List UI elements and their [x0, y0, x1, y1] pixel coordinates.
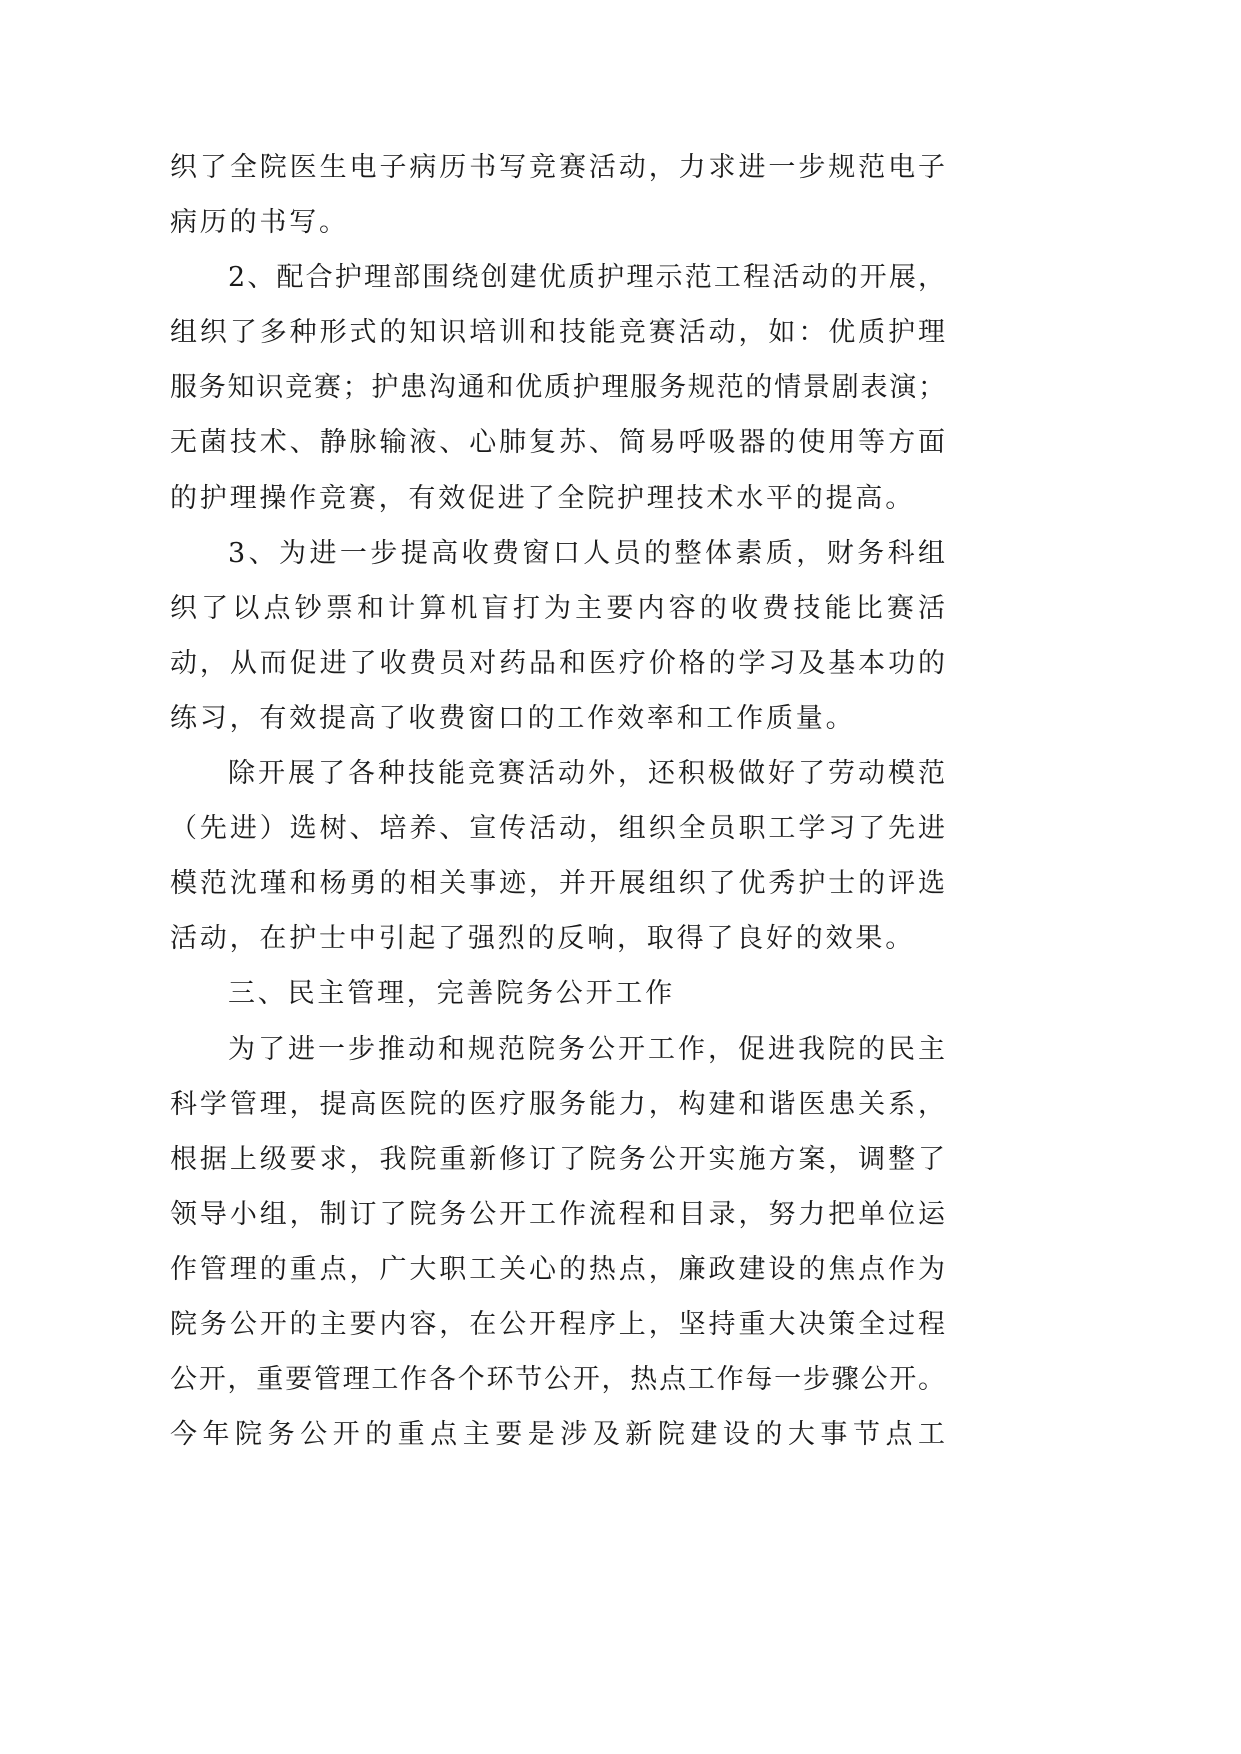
- section-heading: 三、民主管理，完善院务公开工作: [228, 978, 675, 1010]
- text-line: 除开展了各种技能竞赛活动外，还积极做好了劳动模范: [228, 758, 945, 790]
- text-line: 织了以点钞票和计算机盲打为主要内容的收费技能比赛活: [170, 592, 945, 624]
- text-line: 动，从而促进了收费员对药品和医疗价格的学习及基本功的: [170, 647, 945, 679]
- text-line: 为了进一步推动和规范院务公开工作，促进我院的民主: [228, 1033, 945, 1065]
- text-line: （先进）选树、培养、宣传活动，组织全员职工学习了先进: [170, 813, 945, 845]
- text-line: 公开，重要管理工作各个环节公开，热点工作每一步骤公开。: [170, 1364, 945, 1396]
- text-line: 2、配合护理部围绕创建优质护理示范工程活动的开展，: [228, 262, 945, 294]
- text-line: 的护理操作竞赛，有效促进了全院护理技术水平的提高。: [170, 482, 915, 514]
- text-line: 3、为进一步提高收费窗口人员的整体素质，财务科组: [228, 537, 945, 569]
- text-line: 作管理的重点，广大职工关心的热点，廉政建设的焦点作为: [170, 1253, 945, 1285]
- text-line: 组织了多种形式的知识培训和技能竞赛活动，如：优质护理: [170, 317, 945, 349]
- text-line: 科学管理，提高医院的医疗服务能力，构建和谐医患关系，: [170, 1088, 945, 1120]
- text-line: 练习，有效提高了收费窗口的工作效率和工作质量。: [170, 702, 856, 734]
- paragraph: [170, 1022, 945, 1463]
- text-line: 根据上级要求，我院重新修订了院务公开实施方案，调整了: [170, 1143, 945, 1175]
- text-line: 领导小组，制订了院务公开工作流程和目录，努力把单位运: [170, 1198, 945, 1230]
- text-line: 无菌技术、静脉输液、心肺复苏、简易呼吸器的使用等方面: [170, 427, 945, 459]
- document-body: [170, 140, 945, 1462]
- text-line: 今年院务公开的重点主要是涉及新院建设的大事节点工: [170, 1419, 945, 1451]
- paragraph: [170, 250, 945, 525]
- text-line: 病历的书写。: [170, 207, 349, 239]
- text-line: 织了全院医生电子病历书写竞赛活动，力求进一步规范电子: [170, 152, 945, 183]
- text-line: 活动，在护士中引起了强烈的反响，取得了良好的效果。: [170, 923, 915, 955]
- text-line: 院务公开的主要内容，在公开程序上，坚持重大决策全过程: [170, 1308, 945, 1340]
- text-line: 模范沈瑾和杨勇的相关事迹，并开展组织了优秀护士的评选: [170, 868, 945, 900]
- text-line: 服务知识竞赛；护患沟通和优质护理服务规范的情景剧表演；: [170, 372, 945, 404]
- paragraph: [170, 746, 945, 966]
- paragraph: [170, 526, 945, 746]
- paragraph: [170, 140, 945, 250]
